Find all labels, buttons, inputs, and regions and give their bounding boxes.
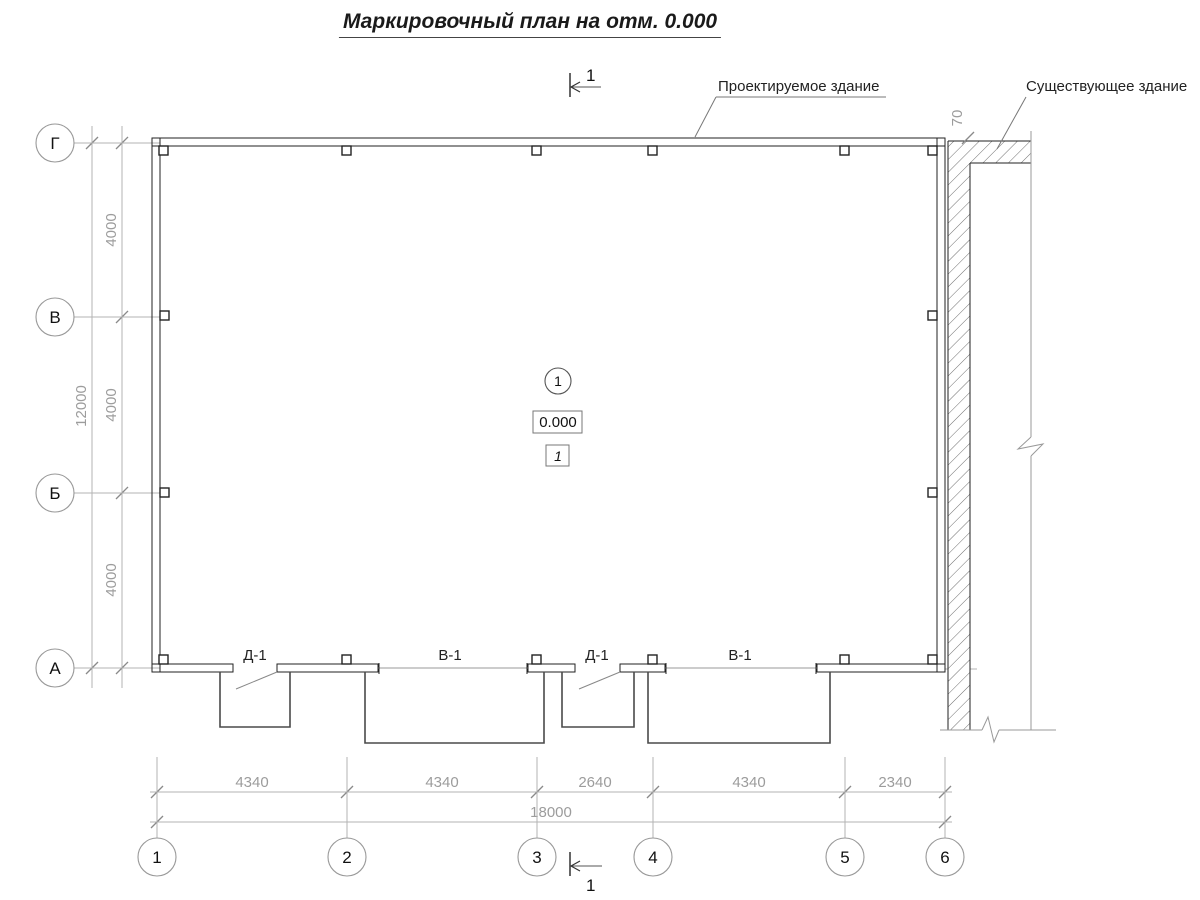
svg-text:Существующее здание: Существующее здание (1026, 78, 1188, 95)
dim-left-seg: 4000 (103, 388, 120, 422)
dim-bottom-seg: 2340 (878, 774, 912, 791)
plan-title: Маркировочный план на отм. 0.000 (339, 10, 721, 38)
left-dimensions (73, 126, 128, 688)
svg-text:5: 5 (840, 848, 850, 867)
dim-bottom-total: 18000 (530, 804, 572, 821)
grid-bubble-1 (138, 838, 176, 876)
door-label: Д-1 (243, 647, 267, 664)
windows (378, 663, 817, 674)
svg-text:1: 1 (586, 66, 596, 85)
gap-dimension (949, 110, 974, 144)
section-mark-bottom (570, 852, 602, 895)
window-label: В-1 (438, 647, 462, 664)
svg-text:Б: Б (49, 484, 61, 503)
grid-bubble-2 (328, 838, 366, 876)
floor-number-marker (546, 445, 569, 466)
dim-left-seg: 4000 (103, 563, 120, 597)
dim-bottom-seg: 4340 (235, 774, 269, 791)
label-designed-building (695, 78, 886, 137)
break-line-right (1018, 131, 1043, 730)
svg-text:3: 3 (532, 848, 542, 867)
grid-bubble-b (36, 474, 74, 512)
svg-text:1: 1 (586, 876, 596, 895)
svg-text:1: 1 (554, 448, 562, 464)
svg-text:1: 1 (152, 848, 162, 867)
window-label: В-1 (728, 647, 752, 664)
bottom-grid-axes (138, 838, 964, 876)
columns (159, 146, 937, 664)
svg-text:А: А (49, 659, 61, 678)
building-walls (152, 138, 945, 672)
svg-text:В: В (49, 308, 61, 327)
dim-left-seg: 4000 (103, 213, 120, 247)
svg-text:6: 6 (940, 848, 950, 867)
elevation-marker (533, 411, 582, 433)
porches (220, 672, 830, 743)
bottom-dimensions (150, 774, 952, 828)
vertical-axis-lines (157, 757, 945, 838)
grid-bubble-v (36, 298, 74, 336)
grid-bubble-a (36, 649, 74, 687)
label-existing-building (997, 78, 1187, 149)
existing-building (940, 131, 1056, 742)
svg-text:2: 2 (342, 848, 352, 867)
dim-left-total: 12000 (73, 385, 90, 427)
grid-bubble-6 (926, 838, 964, 876)
dim-bottom-seg: 4340 (732, 774, 766, 791)
room-marker (545, 368, 571, 394)
section-mark-top (570, 66, 601, 97)
grid-bubble-4 (634, 838, 672, 876)
opening-labels (243, 647, 751, 664)
grid-bubble-3 (518, 838, 556, 876)
horizontal-axis-lines (74, 143, 977, 669)
left-grid-axes (36, 124, 74, 687)
svg-text:0.000: 0.000 (539, 414, 577, 431)
dim-bottom-seg: 4340 (425, 774, 459, 791)
grid-bubble-g (36, 124, 74, 162)
svg-text:1: 1 (554, 373, 562, 389)
svg-text:4: 4 (648, 848, 658, 867)
grid-bubble-5 (826, 838, 864, 876)
dim-bottom-seg: 2640 (578, 774, 612, 791)
svg-text:70: 70 (949, 109, 966, 127)
svg-text:Г: Г (50, 134, 60, 153)
svg-text:Проектируемое здание: Проектируемое здание (718, 78, 880, 95)
door-label: Д-1 (585, 647, 609, 664)
